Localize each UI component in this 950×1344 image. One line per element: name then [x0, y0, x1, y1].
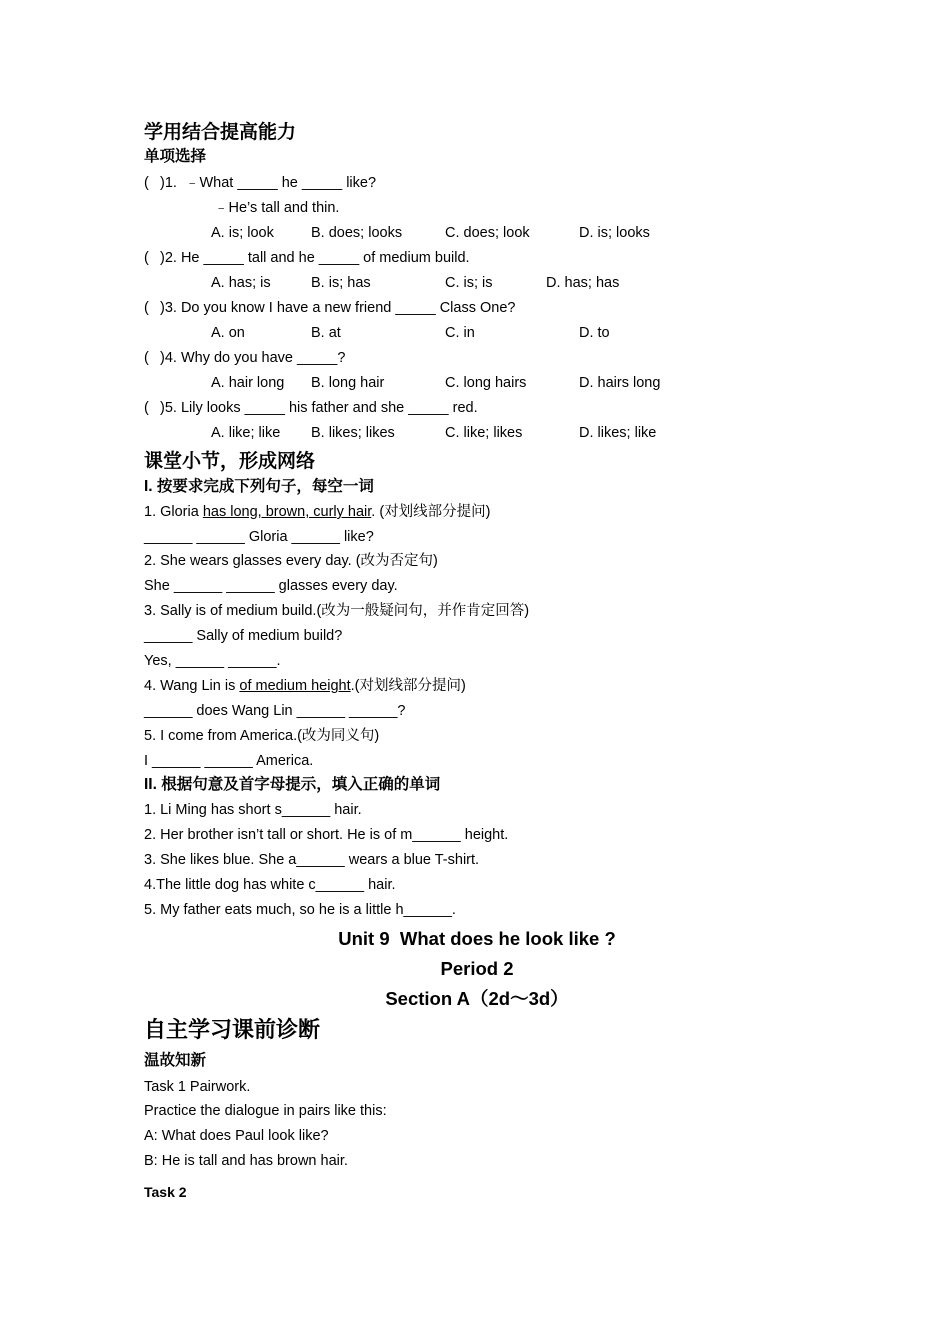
q4-option-d: D. hairs long: [579, 375, 661, 391]
fill-item-4: 4.The little dog has white c______ hair.: [144, 877, 396, 893]
q5-option-d: D. likes; like: [579, 425, 657, 441]
question-5: ( )5. Lily looks _____ his father and she _____ red.: [144, 400, 478, 416]
q5-option-a: A. like; like: [211, 425, 281, 441]
rewrite-answer-2: She ______ ______ glasses every day.: [144, 578, 398, 594]
subtitle-multiple-choice: 单项选择: [144, 148, 207, 165]
rewrite-question-1: 1. Gloria has long, brown, curly hair. (对划线部分提问): [144, 504, 491, 520]
fill-item-1: 1. Li Ming has short s______ hair.: [144, 802, 362, 818]
q3-option-a: A. on: [211, 325, 245, 341]
section-title-summary: 课堂小节，形成网络: [144, 451, 316, 472]
section-title-preview: 自主学习课前诊断: [144, 1017, 321, 1042]
q4-option-a: A. hair long: [211, 375, 285, 391]
q1-option-d: D. is; looks: [579, 225, 650, 241]
q1-option-c: C. does; look: [445, 225, 530, 241]
q1-option-b: B. does; looks: [311, 225, 403, 241]
unit-section: Section A（2d～3d）: [385, 988, 569, 1009]
rewrite-answer-1: ______ ______ Gloria ______ like?: [144, 529, 374, 545]
q3-option-c: C. in: [445, 325, 475, 341]
unit-title: Unit 9 What does he look like ?: [338, 928, 616, 949]
rewrite-question-4: 4. Wang Lin is of medium height.(对划线部分提问): [144, 678, 466, 694]
subtitle-review: 温故知新: [144, 1052, 207, 1069]
question-2: ( )2. He _____ tall and he _____ of medium build.: [144, 250, 470, 266]
task-2: Task 2: [144, 1184, 187, 1200]
q4-option-c: C. long hairs: [445, 375, 527, 391]
question-4: ( )4. Why do you have _____?: [144, 350, 346, 366]
q5-option-c: C. like; likes: [445, 425, 523, 441]
unit-period: Period 2: [440, 958, 514, 979]
q2-option-c: C. is; is: [445, 275, 493, 291]
question-1: ( )1. ﹣What _____ he _____ like?: [144, 175, 377, 191]
question-3: ( )3. Do you know I have a new friend _____ Class One?: [144, 300, 516, 316]
dialogue-line-b: B: He is tall and has brown hair.: [144, 1153, 348, 1169]
question-1-answer-line: ﹣He’s tall and thin.: [214, 200, 340, 216]
q3-option-d: D. to: [579, 325, 610, 341]
q5-option-b: B. likes; likes: [311, 425, 395, 441]
rewrite-question-3: 3. Sally is of medium build.(改为一般疑问句，并作肯定回答): [144, 603, 530, 619]
q2-option-d: D. has; has: [546, 275, 620, 291]
rewrite-answer-3a: ______ Sally of medium build?: [144, 628, 343, 644]
rewrite-question-2: 2. She wears glasses every day. (改为否定句): [144, 553, 438, 569]
fill-item-2: 2. Her brother isn’t tall or short. He is of m______ height.: [144, 827, 509, 843]
rewrite-answer-5: I ______ ______ America.: [144, 753, 314, 769]
rewrite-answer-3b: Yes, ______ ______.: [144, 653, 281, 669]
fill-item-3: 3. She likes blue. She a______ wears a blue T-shirt.: [144, 852, 480, 868]
fill-item-5: 5. My father eats much, so he is a little h______.: [144, 902, 456, 918]
q1-option-a: A. is; look: [211, 225, 274, 241]
task-1: Task 1 Pairwork.: [144, 1079, 251, 1095]
dialogue-line-a: A: What does Paul look like?: [144, 1128, 329, 1144]
task-1-instruction: Practice the dialogue in pairs like this:: [144, 1103, 387, 1119]
part-1-title: I. 按要求完成下列句子，每空一词: [144, 478, 374, 495]
part-2-title: II. 根据句意及首字母提示，填入正确的单词: [144, 776, 441, 793]
q2-option-b: B. is; has: [311, 275, 371, 291]
section-title-practice: 学用结合提高能力: [144, 122, 297, 143]
q2-option-a: A. has; is: [211, 275, 271, 291]
q4-option-b: B. long hair: [311, 375, 385, 391]
rewrite-answer-4: ______ does Wang Lin ______ ______?: [144, 703, 406, 719]
rewrite-question-5: 5. I come from America.(改为同义句): [144, 728, 380, 744]
q3-option-b: B. at: [311, 325, 341, 341]
